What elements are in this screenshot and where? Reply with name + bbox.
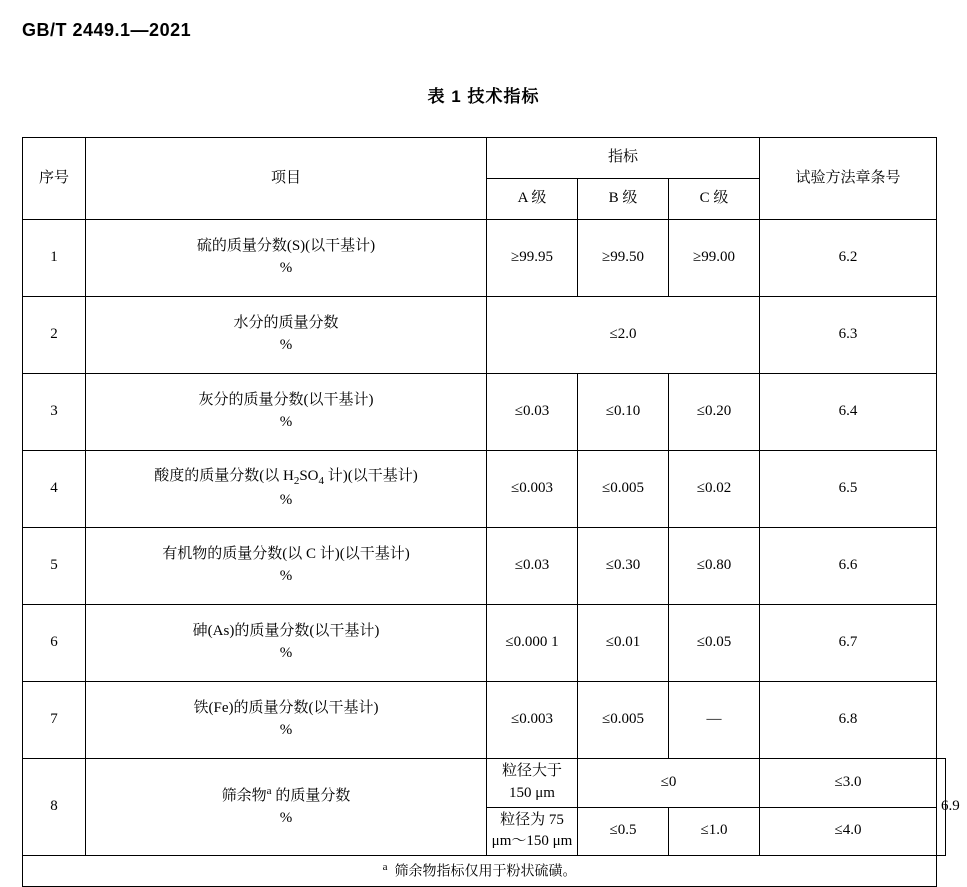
value-grade-a: ≤0.003: [487, 451, 578, 528]
value-grade-b: ≥99.50: [578, 220, 669, 297]
value-grade-a: ≤0.03: [487, 528, 578, 605]
footnote-ref-mark: a: [266, 785, 272, 798]
table-title: 表 1 技术指标: [427, 87, 540, 106]
row-item-line1: 水分的质量分数: [233, 315, 339, 332]
table-header-row-1: [23, 138, 946, 179]
value-grade-c: ≤0.02: [669, 451, 760, 528]
value-grade-b: ≤0.005: [578, 682, 669, 759]
row-number: 8: [23, 759, 86, 856]
row-item-subcondition: 粒径为 75 μm～150 μm: [487, 807, 578, 856]
value-grade-a: ≤0.003: [487, 682, 578, 759]
row-item-line2: %: [279, 810, 293, 826]
row-number: 7: [23, 682, 86, 759]
value-grade-c: ≤0.20: [669, 374, 760, 451]
value-grade-b: ≤0.30: [578, 528, 669, 605]
value-method: 6.3: [760, 297, 937, 374]
row-item: [86, 605, 487, 682]
table-row: [23, 759, 946, 808]
row-item-subcondition: 粒径大于 150 μm: [487, 759, 578, 808]
value-method: 6.2: [760, 220, 937, 297]
value-method: 6.6: [760, 528, 937, 605]
row-item-line2: %: [279, 492, 293, 509]
value-grade-c: ≤4.0: [760, 807, 937, 856]
table-row: [23, 220, 946, 297]
row-item-line2: %: [279, 260, 293, 276]
table-row: [23, 451, 946, 528]
standard-code-header: GB/T 2449.1—2021: [22, 20, 192, 40]
value-grade-c: —: [669, 682, 760, 759]
row-number: 6: [23, 605, 86, 682]
value-grade-b: ≤0.10: [578, 374, 669, 451]
value-grade-b: ≤1.0: [669, 807, 760, 856]
row-item-line1: 酸度的质量分数(以 $H_2SO_4$ 计)(以干基计): [154, 468, 418, 488]
column-header-grade-c: C 级: [669, 179, 760, 220]
column-header-index-group: 指标: [487, 138, 760, 179]
row-item: [86, 297, 487, 374]
value-grade-c: ≤0.80: [669, 528, 760, 605]
row-item: [86, 682, 487, 759]
table-row: [23, 682, 946, 759]
value-method: 6.9: [937, 759, 946, 856]
column-header-item: 项目: [86, 138, 487, 220]
value-grade-c: ≤3.0: [760, 759, 937, 808]
row-number: 3: [23, 374, 86, 451]
value-method: 6.4: [760, 374, 937, 451]
table-row: [23, 528, 946, 605]
row-item: [86, 528, 487, 605]
column-header-grade-b: B 级: [578, 179, 669, 220]
value-method: 6.8: [760, 682, 937, 759]
column-header-method: 试验方法章条号: [760, 138, 937, 220]
value-grade-a: ≤0.000 1: [487, 605, 578, 682]
row-item-line1: 灰分的质量分数(以干基计): [198, 392, 374, 409]
technical-index-table: [22, 137, 960, 887]
row-number: 2: [23, 297, 86, 374]
value-method: 6.7: [760, 605, 937, 682]
row-item-line2: %: [279, 414, 293, 430]
row-number: 1: [23, 220, 86, 297]
row-item-line2: %: [279, 722, 293, 738]
column-header-grade-a: A 级: [487, 179, 578, 220]
column-header-no: 序号: [23, 138, 86, 220]
value-grade-b: ≤0.005: [578, 451, 669, 528]
footnote-cell: [23, 856, 937, 887]
row-item-line1: 砷(As)的质量分数(以干基计): [192, 623, 380, 640]
row-number: 5: [23, 528, 86, 605]
row-item: [86, 451, 487, 528]
row-item-line1: 硫的质量分数(S)(以干基计): [196, 238, 376, 255]
footnote-mark: a: [382, 860, 388, 873]
footnote-text: 筛余物指标仅用于粉状硫磺。: [394, 864, 577, 880]
row-item-line2: %: [279, 645, 293, 661]
value-grade-c: ≤0.05: [669, 605, 760, 682]
row-number: 4: [23, 451, 86, 528]
value-grade-b: ≤0.01: [578, 605, 669, 682]
row-item-line1: 有机物的质量分数(以 C 计)(以干基计): [162, 546, 410, 563]
table-footnote-row: [23, 856, 946, 887]
row-item-line2: %: [279, 337, 293, 353]
row-item: [86, 759, 487, 856]
row-item-line2: %: [279, 568, 293, 584]
value-grade-a: ≤0.5: [578, 807, 669, 856]
technical-index-table-wrapper: [22, 137, 960, 887]
value-merged-grades-ab: ≤0: [578, 759, 760, 808]
table-row: [23, 297, 946, 374]
value-merged-grades: ≤2.0: [487, 297, 760, 374]
row-item: [86, 374, 487, 451]
value-grade-a: ≥99.95: [487, 220, 578, 297]
table-row: [23, 374, 946, 451]
row-item: [86, 220, 487, 297]
value-grade-a: ≤0.03: [487, 374, 578, 451]
row-item-line1: 筛余物$^a$ 的质量分数: [221, 785, 351, 805]
table-row: [23, 605, 946, 682]
value-grade-c: ≥99.00: [669, 220, 760, 297]
value-method: 6.5: [760, 451, 937, 528]
row-item-line1: 铁(Fe)的质量分数(以干基计): [193, 700, 379, 717]
